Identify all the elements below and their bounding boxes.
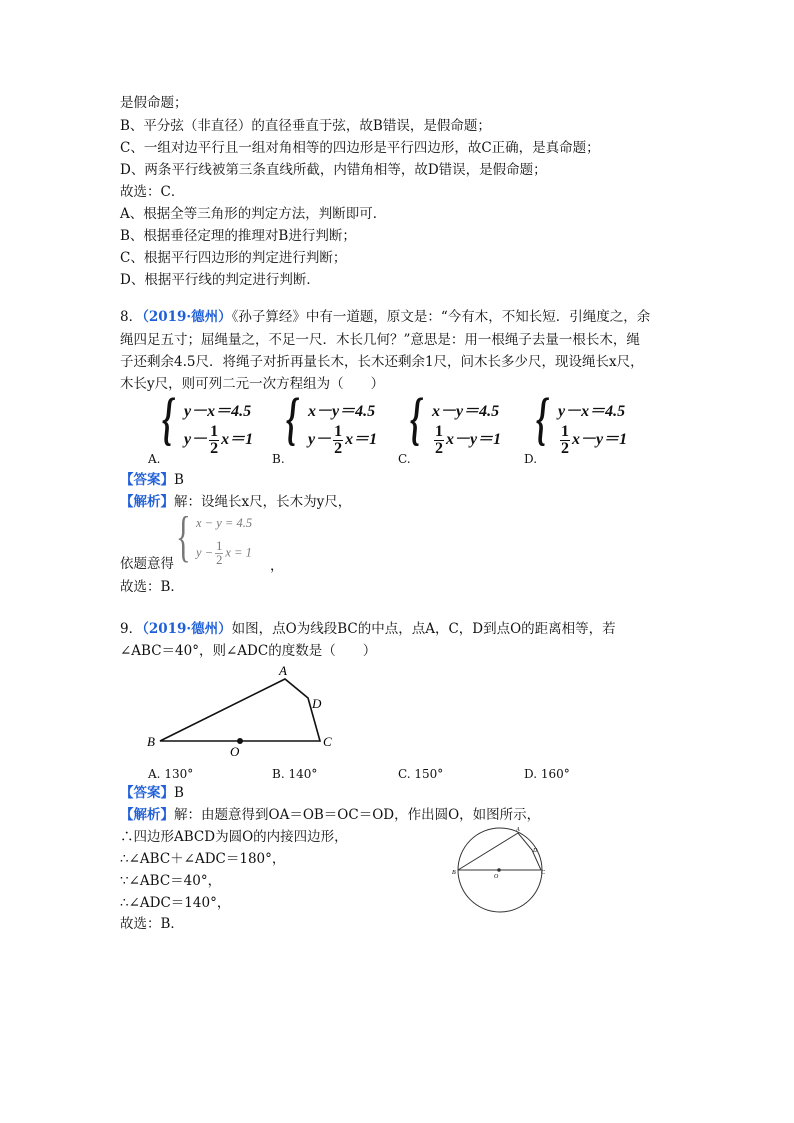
circle-figure (448, 826, 552, 916)
analysis-text: 解：由题意得到OA＝OB＝OC＝OD，作出圆O，如图所示， (174, 807, 541, 823)
option-label: B. (272, 452, 285, 466)
equation: y－x＝4.5 (558, 403, 626, 420)
equation: y − $\frac{1}{2}$ x = 1 (196, 539, 252, 567)
label-d: D (533, 848, 538, 854)
answer-line (120, 784, 184, 802)
equation: y－ $\frac{1}{2}$ x＝1 (184, 423, 254, 457)
analysis-line (120, 493, 351, 511)
text-line: C、根据平行四边形的判定进行判断； (120, 250, 347, 266)
text-line: C、一组对边平行且一组对角相等的四边形是平行四边形，故C正确，是真命题； (120, 140, 600, 156)
conclusion: 故选：B． (120, 579, 184, 595)
analysis-text: 解：设绳长x尺，长木为y尺， (174, 494, 352, 510)
equation: x－y＝4.5 (432, 403, 500, 420)
analysis-text: ∴四边形ABCD为圆O的内接四边形， (120, 829, 348, 845)
answer-tag: 【答案】 (120, 785, 174, 801)
label-c: C (323, 734, 332, 749)
stem-text: 《孙子算经》中有一道题，原文是：“今有木，不知长短．引绳度之，余 (231, 309, 651, 325)
stem-text: 绳四足五寸；屈绳量之，不足一尺．木长几何？”意思是：用一根绳子去量一根长木，绳 (120, 332, 640, 348)
solution-system: { x − y = 4.5 y − $\frac{1}{2}$ x = 1 (176, 506, 253, 568)
label-c: C (541, 870, 546, 876)
text-line: B、根据垂径定理的推理对B进行判断； (120, 228, 356, 244)
text-line: D、两条平行线被第三条直线所截，内错角相等，故D错误，是假命题； (120, 162, 547, 178)
equation-system: { y－x＝4.5 $\frac{1}{2}$ x－y＝1 (536, 386, 628, 457)
equation-system: { y－x＝4.5 y－ $\frac{1}{2}$ x＝1 (162, 386, 254, 457)
stem-text: 如图，点O为线段BC的中点，点A，C，D到点O的距离相等，若 (231, 621, 616, 637)
question-source: （2019·德州） (142, 309, 232, 325)
text-line: A、根据全等三角形的判定方法，判断即可． (120, 206, 387, 222)
punctuation: ， (270, 558, 284, 574)
equation-system: { x－y＝4.5 y－ $\frac{1}{2}$ x＝1 (286, 386, 378, 457)
option-b[interactable]: B. 140° (272, 767, 318, 781)
label-o: O (230, 744, 240, 759)
label-b: B (452, 870, 456, 876)
equation: x－y＝4.5 (308, 403, 376, 420)
analysis-text: ∵∠ABC＝40°， (120, 873, 222, 889)
option-label: A. (148, 452, 161, 466)
label-b: B (147, 734, 155, 749)
stem-text: ∠ABC＝40°，则∠ADC的度数是（ ） (120, 643, 377, 659)
label-d: D (312, 696, 322, 711)
equation: y－ $\frac{1}{2}$ x＝1 (308, 423, 378, 457)
text-line: 故选：C． (120, 184, 185, 200)
answer-tag: 【答案】 (120, 472, 174, 488)
analysis-tag: 【解析】 (120, 807, 174, 823)
analysis-line (120, 806, 540, 824)
quadrilateral-abcd (160, 679, 320, 741)
equation: $\frac{1}{2}$ x－y＝1 (435, 423, 502, 457)
label-a: A (279, 663, 287, 678)
option-a[interactable]: A. 130° (148, 767, 194, 781)
analysis-text: 故选：B． (120, 916, 184, 932)
equation: y－x＝4.5 (184, 403, 252, 420)
question-number: 9． (120, 621, 143, 637)
answer-line (120, 471, 184, 489)
option-label: C. (398, 452, 411, 466)
option-d[interactable]: D. 160° (524, 767, 570, 781)
analysis-text: ∴∠ADC＝140°， (120, 895, 231, 911)
question-number: 8． (120, 309, 143, 325)
quadrilateral-figure (140, 660, 360, 760)
question-stem (120, 620, 616, 638)
answer-value: B (174, 785, 184, 801)
question-stem (120, 308, 650, 326)
text-line: 是假命题； (120, 95, 188, 111)
analysis-text: ∴∠ABC＋∠ADC＝180°， (120, 851, 286, 867)
answer-value: B (174, 472, 184, 488)
analysis-tag: 【解析】 (120, 494, 174, 510)
question-source: （2019·德州） (142, 621, 232, 637)
label-a: A (516, 827, 520, 833)
text-line: D、根据平行线的判定进行判断． (120, 272, 320, 288)
text-line: B、平分弦（非直径）的直径垂直于弦，故B错误，是假命题； (120, 118, 491, 134)
analysis-text: 依题意得 (120, 556, 174, 572)
equation: x − y = 4.5 (196, 516, 253, 530)
label-o: O (494, 874, 499, 880)
option-c[interactable]: C. 150° (398, 767, 444, 781)
stem-text: 木长y尺，则可列二元一次方程组为（ ） (120, 376, 385, 392)
equation-system: { x－y＝4.5 $\frac{1}{2}$ x－y＝1 (410, 386, 502, 457)
center-point (497, 868, 501, 872)
equation: $\frac{1}{2}$ x－y＝1 (561, 423, 628, 457)
stem-text: 子还剩余4.5尺．将绳子对折再量长木，长木还剩余1尺，问木长多少尺，现设绳长x尺， (120, 354, 644, 370)
option-label: D. (524, 452, 538, 466)
